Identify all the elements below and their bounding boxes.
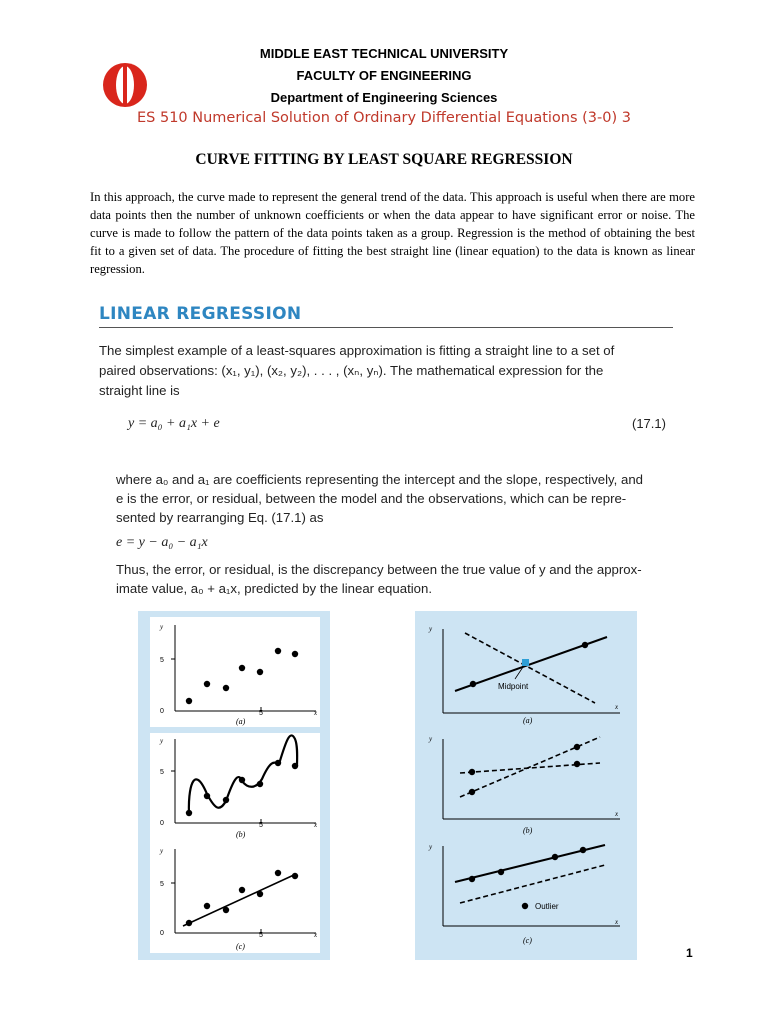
tick-label: 5 (160, 769, 164, 776)
caption-c: (c) (236, 942, 245, 951)
data-point (574, 761, 580, 767)
tick-label: 0 (160, 820, 164, 827)
axis-y-label: y (160, 847, 164, 855)
axis-y-label: y (160, 623, 164, 631)
outlier-label: Outlier (535, 902, 559, 911)
data-point (580, 847, 586, 853)
caption-a: (a) (523, 716, 533, 725)
text-line-3: straight line is (99, 383, 180, 398)
data-point (204, 903, 210, 909)
data-point (275, 760, 281, 766)
equation-number: (17.1) (632, 416, 666, 431)
axis-x-label: x (314, 821, 318, 829)
equation-17-1: y = a₀ + a₁x + e (128, 416, 220, 431)
course-title: ES 510 Numerical Solution of Ordinary Differential Equations (3-0) 3 (137, 110, 631, 126)
data-point (275, 648, 281, 654)
data-point (186, 810, 192, 816)
tick-label: 0 (160, 930, 164, 937)
axis-y-label: y (429, 735, 433, 743)
midpoint-marker (522, 659, 529, 666)
axis-x-label: x (615, 918, 619, 926)
data-point (257, 891, 263, 897)
data-point (186, 920, 192, 926)
equation-residual: e = y − a₀ − a₁x (116, 535, 208, 550)
axis-x-label: x (314, 931, 318, 939)
faculty-name: FACULTY OF ENGINEERING (296, 68, 472, 83)
data-point (469, 876, 475, 882)
dashed-line (465, 633, 595, 703)
caption-b: (b) (236, 830, 246, 839)
axis-y-label: y (429, 625, 433, 633)
axis-y-label: y (429, 843, 433, 851)
text-line-6: sented by rearranging Eq. (17.1) as (116, 510, 324, 525)
text-line-1: The simplest example of a least-squares approximation is fitting a straight line to a set of (99, 343, 615, 358)
axis-y-label: y (160, 737, 164, 745)
text-line-4: where a₀ and a₁ are coefficients representing the intercept and the slope, respectively, and (116, 472, 643, 487)
data-point (552, 854, 558, 860)
data-point (498, 869, 504, 875)
midpoint-label: Midpoint (498, 682, 529, 691)
figure-right (415, 611, 637, 960)
text-line-2: paired observations: (x₁, y₁), (x₂, y₂), . . . , (xₙ, yₙ). The mathematical expression for the (99, 363, 604, 378)
axis-x-label: x (314, 709, 318, 717)
tick-label: 5 (259, 932, 263, 939)
department-name: Department of Engineering Sciences (270, 90, 498, 105)
tick-label: 5 (259, 710, 263, 717)
dashed-line (460, 865, 605, 903)
data-point (469, 769, 475, 775)
data-point (239, 777, 245, 783)
data-point (223, 907, 229, 913)
data-point (257, 669, 263, 675)
tick-label: 5 (160, 881, 164, 888)
page-title: CURVE FITTING BY LEAST SQUARE REGRESSION (195, 151, 573, 168)
tick-label: 5 (259, 822, 263, 829)
data-point (292, 873, 298, 879)
data-point (223, 685, 229, 691)
caption-b: (b) (523, 826, 533, 835)
axis-x-label: x (615, 703, 619, 711)
data-point (582, 642, 588, 648)
tick-label: 0 (160, 708, 164, 715)
section-rule (99, 327, 673, 328)
university-name: MIDDLE EAST TECHNICAL UNIVERSITY (259, 46, 509, 61)
data-point (292, 763, 298, 769)
text-line-5: e is the error, or residual, between the model and the observations, which can be repre- (116, 491, 627, 506)
data-point (239, 665, 245, 671)
data-point (292, 651, 298, 657)
data-point (239, 887, 245, 893)
data-point (257, 781, 263, 787)
data-point (275, 870, 281, 876)
data-point (574, 744, 580, 750)
tick-label: 5 (160, 657, 164, 664)
section-heading: LINEAR REGRESSION (99, 304, 302, 324)
text-line-8: imate value, a₀ + a₁x, predicted by the linear equation. (116, 581, 432, 596)
data-point (469, 789, 475, 795)
axis-x-label: x (615, 810, 619, 818)
page-number: 1 (686, 946, 693, 960)
data-point (204, 681, 210, 687)
outlier-marker (522, 903, 528, 909)
data-point (186, 698, 192, 704)
caption-c: (c) (523, 936, 532, 945)
data-point (470, 681, 476, 687)
figure-left (138, 611, 330, 960)
data-point (223, 797, 229, 803)
caption-a: (a) (236, 717, 246, 726)
text-line-7: Thus, the error, or residual, is the discrepancy between the true value of y and the approx- (116, 562, 642, 577)
data-point (204, 793, 210, 799)
intro-paragraph: In this approach, the curve made to represent the general trend of the data. This approach is useful when there are more data points then the number of unknown coefficients or when the data appear to have significant error or noise. The curve is made to follow the pattern of the data points taken as a group. Regression is the method of obtaining the best fit to a given set of data. The procedure of fitting the best straight line (linear equation) to the data is known as linear regression. (90, 190, 695, 276)
